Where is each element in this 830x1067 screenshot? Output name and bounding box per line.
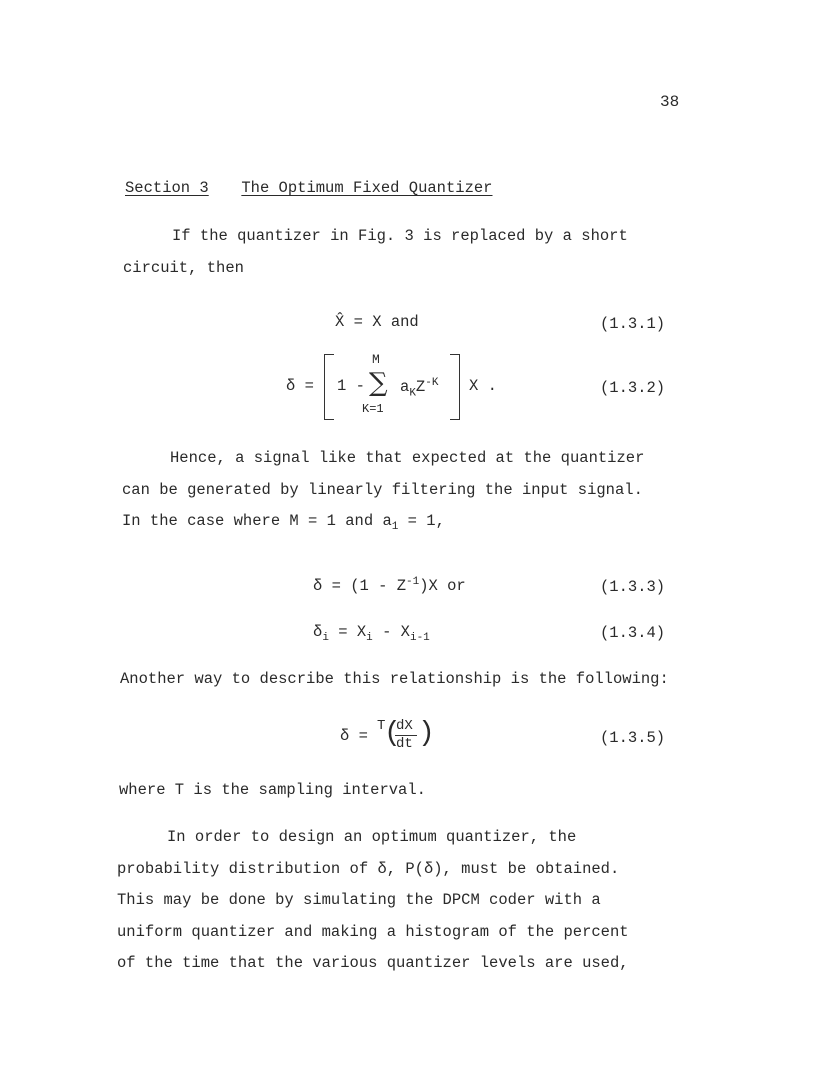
eq2-sum-symbol: ∑ (369, 368, 388, 398)
eq2-sum-lower: K=1 (362, 402, 384, 416)
eq2-a: a (400, 378, 410, 397)
eq1-number: (1.3.1) (600, 315, 666, 333)
eq2-tail: X . (469, 377, 497, 395)
para2-line1: Hence, a signal like that expected at the quantizer (170, 449, 645, 467)
eq2-lhs: δ = (286, 377, 314, 395)
eq4-minus: - X (382, 623, 410, 641)
eq3-a: δ = (1 - Z (313, 577, 407, 596)
eq2-z: Z (415, 378, 426, 397)
para2-line2: can be generated by linearly filtering the input signal. (122, 481, 643, 499)
section-heading (125, 179, 493, 197)
equation-1-3-1 (335, 313, 419, 331)
eq3-b: )X or (419, 577, 466, 596)
eq2-z-sup: -K (425, 377, 439, 389)
para2-line3-end: = 1, (407, 512, 445, 530)
eq4-x-sub: i (366, 632, 373, 645)
para1-line2: circuit, then (123, 259, 244, 277)
eq2-a-sub: K (409, 387, 416, 400)
para3-line3: This may be done by simulating the DPCM coder with a (117, 891, 601, 909)
equation-1-3-3 (313, 576, 466, 595)
eq4-eq: = X (338, 623, 367, 641)
eq5-T: T (377, 718, 386, 734)
eq1-lhs: X̂ (335, 313, 345, 331)
eq4-d-sub: i (322, 632, 329, 645)
eq2-term (400, 377, 438, 399)
eq4-x2-sub: i-1 (409, 632, 430, 645)
eq5-den: dt (396, 736, 413, 752)
para3-line5: of the time that the various quantizer levels are used, (117, 954, 629, 972)
eq3-number: (1.3.3) (600, 578, 666, 596)
eq2-sum-upper: M (372, 352, 380, 367)
equation-1-3-4 (313, 623, 430, 644)
para2-line3-sub: 1 (391, 521, 399, 534)
para3-line2: probability distribution of δ, P(δ), must be obtained. (117, 860, 620, 878)
para2-line3-text: In the case where M = 1 and a (122, 512, 392, 530)
eq4-d: δ (313, 623, 323, 641)
para3-line1: In order to design an optimum quantizer, the (167, 828, 577, 846)
para2-line3 (122, 512, 445, 533)
eq3-sup: -1 (406, 576, 420, 588)
eq2-right-bracket (450, 354, 460, 420)
para1-line1: If the quantizer in Fig. 3 is replaced by a short (172, 227, 628, 245)
eq2-one-minus: 1 - (337, 377, 365, 395)
page-number: 38 (660, 93, 680, 111)
eq2-left-bracket (324, 354, 334, 420)
section-label: Section 3 (125, 179, 209, 197)
eq4-number: (1.3.4) (600, 624, 666, 642)
line-another-way: Another way to describe this relationship is the following: (120, 670, 669, 688)
para3-line4: uniform quantizer and making a histogram of the percent (117, 923, 629, 941)
eq5-num: dX (396, 718, 413, 734)
eq5-left-paren: ( (384, 718, 401, 749)
eq5-lhs: δ = (340, 727, 368, 745)
eq5-number: (1.3.5) (600, 729, 666, 747)
eq2-number: (1.3.2) (600, 379, 666, 397)
eq1-rhs: = X and (353, 313, 419, 331)
eq5-right-paren: ) (418, 718, 435, 749)
line-where: where T is the sampling interval. (119, 781, 426, 799)
section-title: The Optimum Fixed Quantizer (241, 179, 493, 197)
